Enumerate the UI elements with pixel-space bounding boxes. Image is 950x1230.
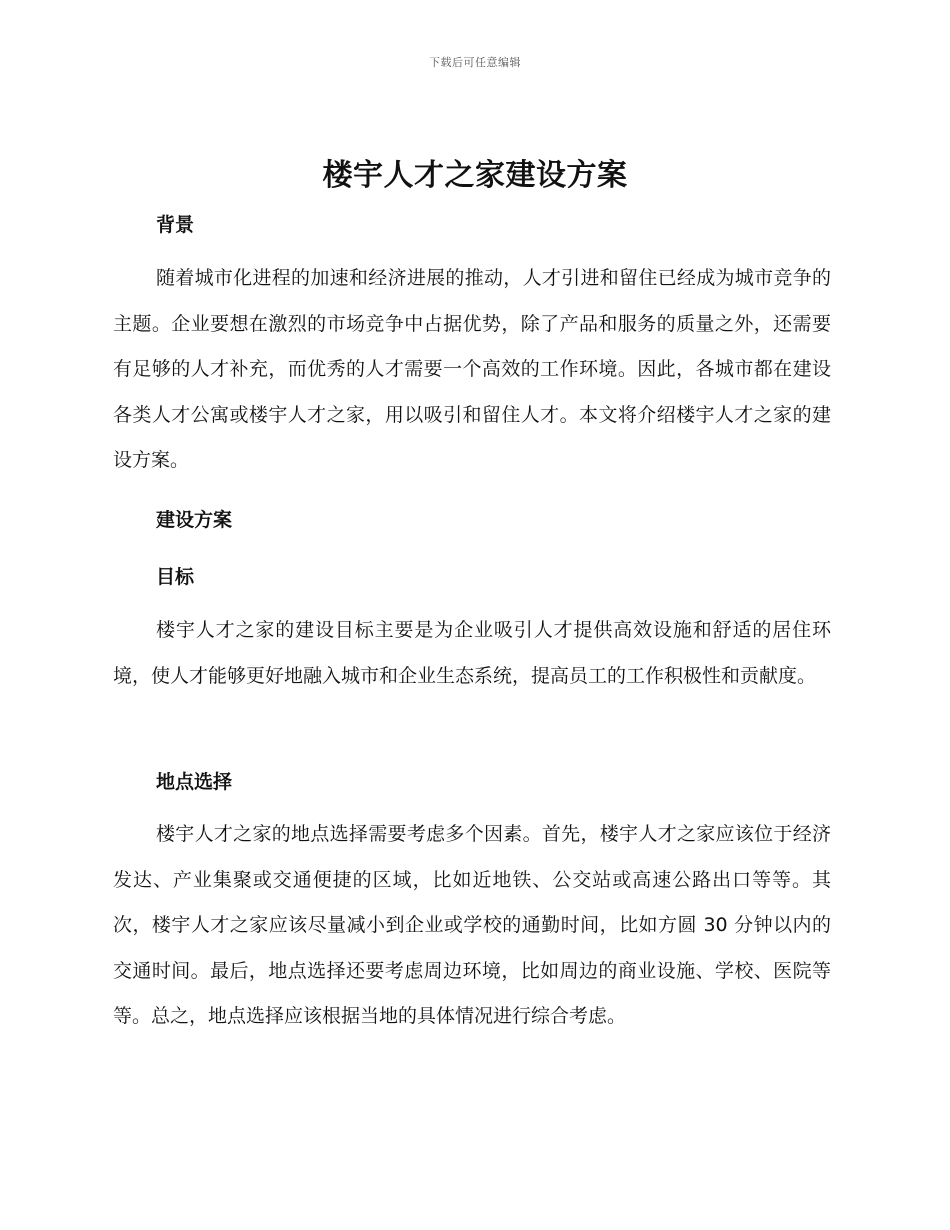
paragraph-location: 楼宇人才之家的地点选择需要考虑多个因素。首先，楼宇人才之家应该位于经济发达、产业集聚或交通便捷的区域，比如近地铁、公交站或高速公路出口等等。其次，楼宇人才之家应该尽量减小到企业或学校的通勤时间，比如方圆 30 分钟以内的交通时间。最后，地点选择还要考虑周边环境，比如周边的商业设施、学校、医院等等。总之，地点选择应该根据当地的具体情况进行综合考虑。 <box>113 823 831 1027</box>
header-note: 下载后可任意编辑 <box>429 56 521 69</box>
section-heading-plan: 建设方案 <box>156 509 233 531</box>
paragraph-goal: 楼宇人才之家的建设目标主要是为企业吸引人才提供高效设施和舒适的居住环境，使人才能够更好地融入城市和企业生态系统，提高员工的工作积极性和贡献度。 <box>113 619 831 687</box>
section-heading-goal: 目标 <box>156 566 195 588</box>
paragraph-background: 随着城市化进程的加速和经济进展的推动，人才引进和留住已经成为城市竞争的主题。企业要想在激烈的市场竞争中占据优势，除了产品和服务的质量之外，还需要有足够的人才补充，而优秀的人才需要一个高效的工作环境。因此，各城市都在建设各类人才公寓或楼宇人才之家，用以吸引和留住人才。本文将介绍楼宇人才之家的建设方案。 <box>113 267 831 471</box>
document-title: 楼宇人才之家建设方案 <box>322 158 628 193</box>
section-heading-location: 地点选择 <box>156 771 233 793</box>
section-heading-background: 背景 <box>156 214 195 236</box>
